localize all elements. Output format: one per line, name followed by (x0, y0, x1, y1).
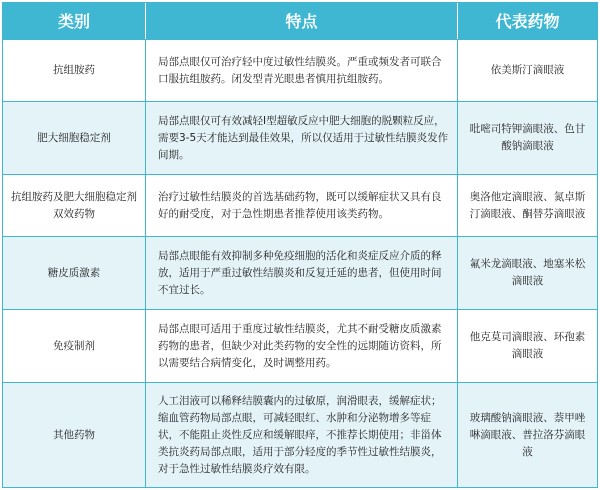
row-features: 局部点眼可适用于重度过敏性结膜炎，尤其不耐受糖皮质激素药物的患者，但缺少对此类药物的安全性的远期随访资料，所以需要结合病情变化，及时调整用药。 (146, 310, 458, 382)
row-drugs: 玻璃酸钠滴眼液、萘甲唑啉滴眼液、普拉洛芬滴眼液 (469, 411, 586, 458)
header-category: 类别 (3, 3, 146, 39)
row-drugs: 奥洛他定滴眼液、氮卓斯汀滴眼液、酮替芬滴眼液 (469, 190, 586, 220)
row-features: 局部点眼仅可治疗轻中度过敏性结膜炎。严重或频发者可联合口服抗组胺药。闭发型青光眼患者慎用抗组胺药。 (146, 40, 458, 101)
row-features: 局部点眼仅可有效减轻Ⅰ型超敏反应中肥大细胞的脱颗粒反应，需要3-5天才能达到最佳效果，所以仅适用于过敏性结膜炎发作间期。 (146, 102, 458, 174)
row-features: 局部点眼能有效抑制多种免疫细胞的活化和炎症反应介质的释放，适用于严重过敏性结膜炎和反复迁延的患者，但使用时间不宜过长。 (146, 237, 458, 309)
table-row (3, 40, 597, 102)
row-category: 肥大细胞稳定剂 (3, 102, 146, 174)
table-row (3, 383, 597, 487)
header-features: 特点 (146, 3, 458, 39)
row-features: 治疗过敏性结膜炎的首选基础药物，既可以缓解症状又具有良好的耐受度，对于急性期患者推荐使用该类药物。 (146, 175, 458, 236)
row-features: 人工泪液可以稀释结膜囊内的过敏原，润滑眼表，缓解症状；缩血管药物局部点眼，可减轻眼红、水肿和分泌物增多等症状，不能阻止炎性反应和缓解眼痒，不推荐长期使用；非甾体类抗炎药局部点眼，适用于部分轻度的季节性过敏性结膜炎，对于急性过敏性结膜炎疗效有限。 (146, 383, 458, 487)
table-row (3, 175, 597, 237)
row-drugs: 依美斯汀滴眼液 (490, 64, 565, 76)
row-drugs: 氟米龙滴眼液、地塞米松滴眼液 (469, 258, 586, 287)
table-row (3, 237, 597, 310)
header-drugs: 代表药物 (495, 11, 560, 31)
row-category: 抗组胺药及肥大细胞稳定剂双效药物 (3, 175, 146, 236)
row-category: 糖皮质激素 (3, 237, 146, 309)
table-row (3, 102, 597, 175)
row-category: 抗组胺药 (3, 40, 146, 101)
row-category: 免疫制剂 (3, 310, 146, 382)
table-row (3, 310, 597, 383)
row-drugs: 吡嘧司特钾滴眼液、色甘酸钠滴眼液 (469, 123, 586, 152)
row-category: 其他药物 (3, 383, 146, 487)
table-header (3, 3, 597, 40)
row-drugs: 他克莫司滴眼液、环孢素滴眼液 (469, 331, 586, 360)
drug-table (2, 2, 598, 488)
